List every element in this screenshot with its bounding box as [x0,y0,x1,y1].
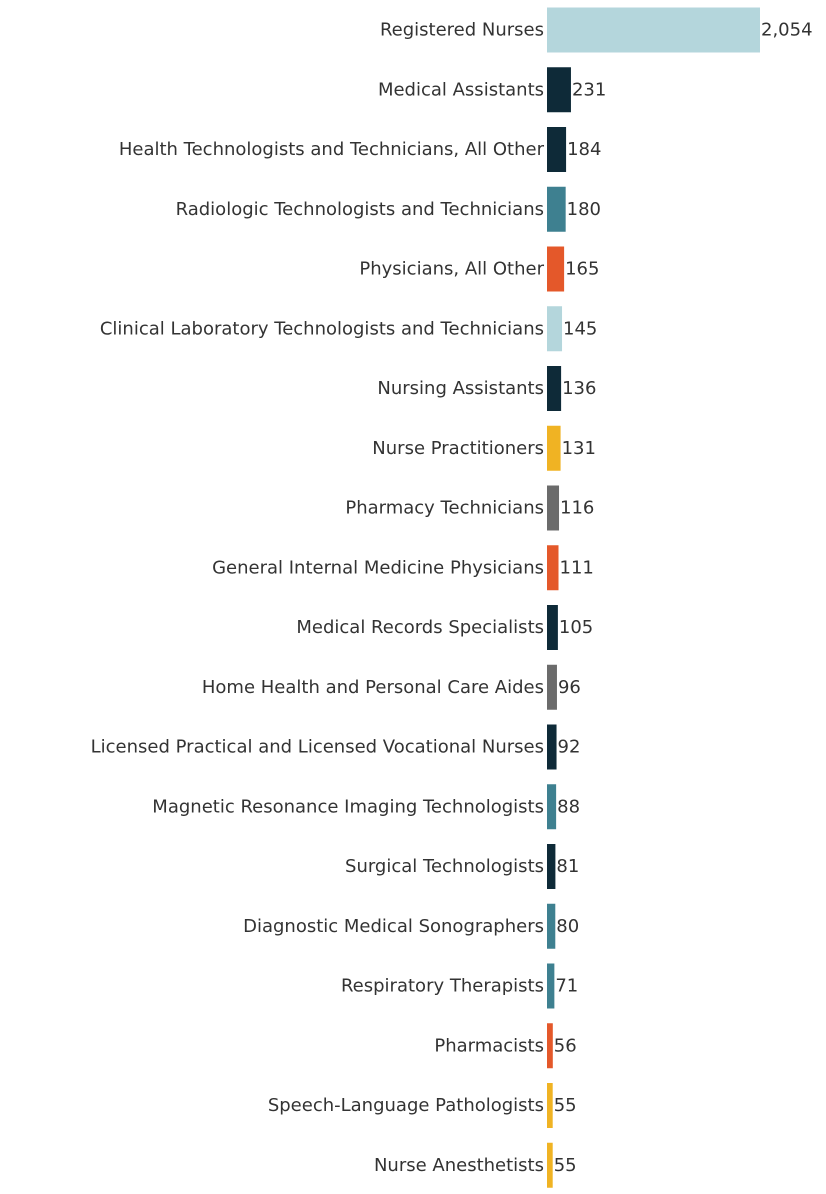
bar-radiologic-technologists-and-technicians [547,187,566,232]
value-label-home-health-and-personal-care-aides: 96 [557,676,581,698]
value-label-pharmacists: 56 [553,1035,577,1057]
category-label-health-technologists-and-technicians-all-other: Health Technologists and Technicians, All Other [118,139,544,160]
category-label-diagnostic-medical-sonographers: Diagnostic Medical Sonographers [243,915,544,937]
bar-pharmacists [547,1023,553,1068]
value-labels [554,20,813,1176]
category-label-radiologic-technologists-and-technicians: Radiologic Technologists and Technicians [175,198,544,220]
category-label-medical-records-specialists: Medical Records Specialists [296,617,544,638]
value-label-medical-records-specialists: 105 [558,617,594,638]
value-label-clinical-laboratory-technologists-and-technicians: 145 [563,318,598,340]
value-label-licensed-practical-and-licensed-vocational-nurses: 92 [557,736,581,758]
value-label-physicians-all-other: 165 [565,258,600,280]
category-label-respiratory-therapists: Respiratory Therapists [340,975,544,997]
value-label-medical-assistants: 231 [571,79,607,101]
bar-surgical-technologists [547,844,555,889]
category-label-speech-language-pathologists: Speech-Language Pathologists [267,1095,544,1116]
category-label-home-health-and-personal-care-aides: Home Health and Personal Care Aides [201,676,544,698]
value-label-surgical-technologists: 81 [556,856,580,877]
category-label-nursing-assistants: Nursing Assistants [377,378,544,399]
category-label-medical-assistants: Medical Assistants [377,79,544,101]
value-label-health-technologists-and-technicians-all-other: 184 [567,139,602,160]
category-label-magnetic-resonance-imaging-technologists: Magnetic Resonance Imaging Technologists [152,796,544,818]
value-label-registered-nurses: 2,054 [761,19,813,41]
bar-nurse-practitioners [547,426,561,471]
category-label-licensed-practical-and-licensed-vocational-nurses: Licensed Practical and Licensed Vocational Nurses [90,736,544,758]
category-label-registered-nurses: Registered Nurses [379,19,544,41]
bar-registered-nurses [547,8,760,53]
bar-magnetic-resonance-imaging-technologists [547,784,556,829]
value-label-nurse-practitioners: 131 [561,437,596,459]
value-label-magnetic-resonance-imaging-technologists: 88 [557,796,581,818]
value-label-pharmacy-technicians: 116 [560,497,595,519]
bar-licensed-practical-and-licensed-vocational-nurses [547,725,557,770]
bar-respiratory-therapists [547,964,554,1009]
category-label-clinical-laboratory-technologists-and-technicians: Clinical Laboratory Technologists and Technicians [99,318,544,340]
bar-health-technologists-and-technicians-all-other [547,127,566,172]
category-label-general-internal-medicine-physicians: General Internal Medicine Physicians [212,557,544,579]
bar-nursing-assistants [547,366,561,411]
category-label-physicians-all-other: Physicians, All Other [359,258,544,280]
bar-diagnostic-medical-sonographers [547,904,555,949]
value-label-speech-language-pathologists: 55 [553,1095,577,1116]
bar-physicians-all-other [547,247,564,292]
bar-nurse-anesthetists [547,1143,553,1188]
bar-speech-language-pathologists [547,1083,553,1128]
bar-pharmacy-technicians [547,486,559,531]
bar-medical-assistants [547,67,571,112]
category-label-surgical-technologists: Surgical Technologists [345,856,544,877]
bar-medical-records-specialists [547,605,558,650]
value-label-diagnostic-medical-sonographers: 80 [556,915,580,937]
category-label-pharmacy-technicians: Pharmacy Technicians [345,497,544,519]
bars [547,8,760,1188]
category-label-nurse-practitioners: Nurse Practitioners [372,437,544,459]
bar-clinical-laboratory-technologists-and-technicians [547,306,562,351]
value-label-radiologic-technologists-and-technicians: 180 [566,198,602,220]
value-label-respiratory-therapists: 71 [555,975,579,997]
value-label-nurse-anesthetists: 55 [553,1154,577,1176]
category-label-pharmacists: Pharmacists [434,1035,544,1057]
bar-home-health-and-personal-care-aides [547,665,557,710]
value-label-general-internal-medicine-physicians: 111 [559,557,594,579]
bar-general-internal-medicine-physicians [547,545,559,590]
category-label-nurse-anesthetists: Nurse Anesthetists [373,1154,544,1176]
category-labels [91,20,545,1176]
value-label-nursing-assistants: 136 [562,378,597,399]
